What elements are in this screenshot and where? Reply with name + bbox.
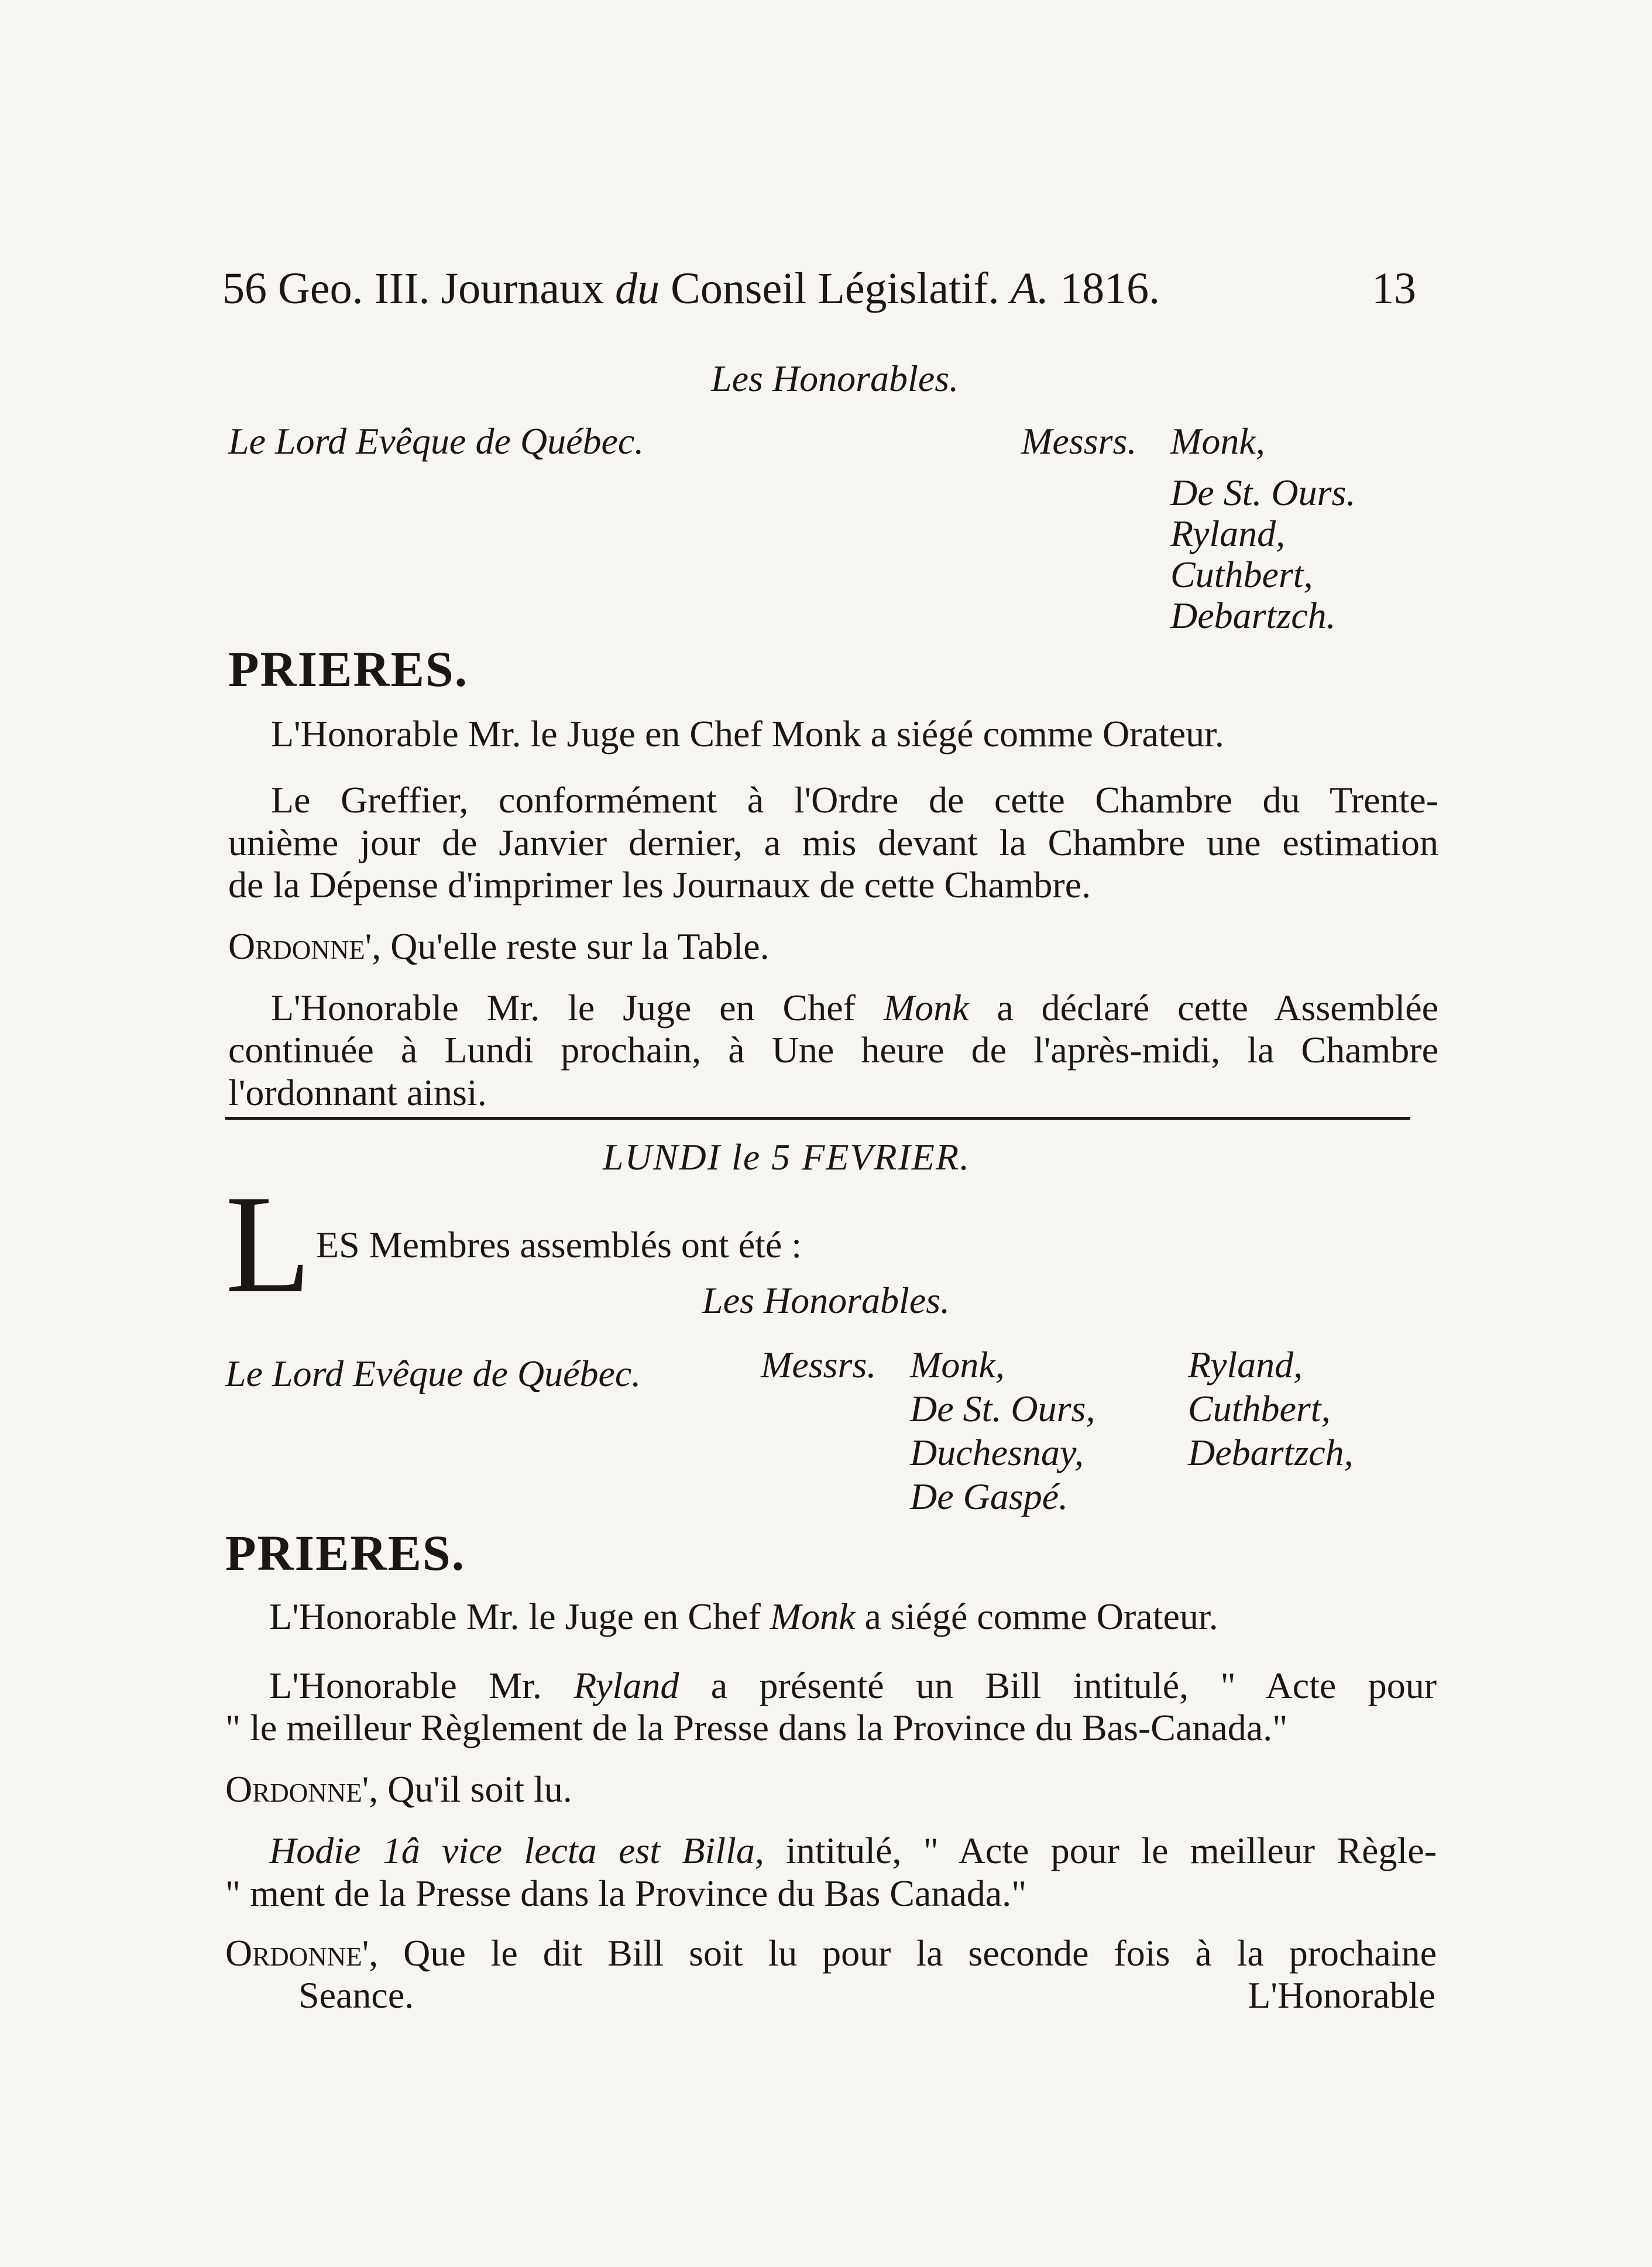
member-name-3: Ryland, (1170, 513, 1286, 554)
paragraph-greffier-line-2: unième jour de Janvier dernier, a mis devant la Chambre une estimation (228, 822, 1438, 863)
messrs-label-2: Messrs. (761, 1344, 877, 1385)
member-name-1: Monk, (1170, 420, 1265, 462)
members-intro: ES Membres assemblés ont été : (316, 1224, 802, 1265)
hodie-text: intitulé, " Acte pour le meilleur Règle- (786, 1830, 1437, 1871)
paragraph-orateur-1: L'Honorable Mr. le Juge en Chef Monk a siégé comme Orateur. (271, 713, 1224, 754)
bill-text-a: L'Honorable Mr. (269, 1665, 542, 1706)
ordonne-line-3 (225, 1932, 1437, 1974)
header-reign: Geo. III. (278, 264, 430, 313)
member-col1-4: De Gaspé. (910, 1476, 1069, 1517)
paragraph-greffier-line-1: Le Greffier, conformément à l'Ordre de cette Chambre du Trente- (271, 779, 1438, 821)
catchword: L'Honorable (1248, 1974, 1435, 2016)
header-title-a: Journaux (441, 264, 605, 313)
bishop-line-1: Le Lord Evêque de Québec. (228, 420, 644, 462)
member-name-4: Cuthbert, (1170, 554, 1313, 595)
prieres-heading-2: PRIERES. (225, 1525, 466, 1581)
messrs-label-1: Messrs. (1021, 420, 1137, 462)
session-date: LUNDI le 5 FEVRIER. (603, 1136, 971, 1178)
paragraph-continuee-line-2: continuée à Lundi prochain, à Une heure de l'après-midi, la Chambre (228, 1029, 1438, 1071)
member-col2-2: Cuthbert, (1188, 1388, 1331, 1429)
bill-name: Ryland (573, 1665, 679, 1706)
paragraph-hodie-line-2: " ment de la Presse dans la Province du Bas Canada." (225, 1872, 1027, 1914)
ordonne-label-2: Ordonne', (225, 1768, 379, 1810)
paragraph-continuee-line-3: l'ordonnant ainsi. (228, 1072, 487, 1113)
member-col2-1: Ryland, (1188, 1344, 1303, 1385)
prieres-heading-1: PRIERES. (228, 641, 469, 697)
paragraph-bill-line-2: " le meilleur Règlement de la Presse dans la Province du Bas-Canada." (225, 1707, 1288, 1748)
seance-line: Seance. (298, 1974, 414, 2016)
member-col1-2: De St. Ours, (910, 1388, 1095, 1429)
member-col1-1: Monk, (910, 1344, 1005, 1385)
page-number: 13 (1372, 264, 1416, 313)
member-name-2: De St. Ours. (1170, 472, 1356, 513)
drop-cap: L (225, 1166, 311, 1322)
header-anno: A. (1010, 264, 1049, 313)
continuee-name: Monk (883, 987, 969, 1028)
bishop-line-2: Le Lord Evêque de Québec. (225, 1353, 641, 1394)
ordonne-label-1: Ordonne', (228, 925, 382, 967)
paragraph-continuee-line-1 (271, 989, 1438, 1027)
paragraph-hodie-line-1 (269, 1832, 1437, 1870)
orateur2-text-b: a siégé comme Orateur. (864, 1596, 1218, 1637)
ordonne-line-2 (225, 1768, 572, 1810)
header-title-du: du (615, 264, 660, 313)
continuee-text-b: a déclaré cette Assemblée (997, 987, 1439, 1028)
ordonne-text-1: Qu'elle reste sur la Table. (390, 925, 770, 967)
member-col2-3: Debartzch, (1188, 1432, 1354, 1473)
header-left (222, 266, 1160, 311)
header-year: 1816. (1060, 264, 1160, 313)
orateur2-name: Monk (770, 1596, 856, 1637)
ordonne-label-3: Ordonne', (225, 1932, 379, 1974)
ordonne-text-2: Qu'il soit lu. (387, 1768, 572, 1810)
header-year-number: 56 (222, 264, 267, 313)
orateur2-text-a: L'Honorable Mr. le Juge en Chef (269, 1596, 761, 1637)
paragraph-greffier-line-3: de la Dépense d'imprimer les Journaux de cette Chambre. (228, 864, 1091, 906)
running-header (222, 266, 1416, 311)
continuee-text-a: L'Honorable Mr. le Juge en Chef (271, 987, 856, 1028)
bill-text-b: a présenté un Bill intitulé, " Acte pour (710, 1665, 1437, 1706)
member-name-5: Debartzch. (1170, 595, 1336, 636)
member-col1-3: Duchesnay, (910, 1432, 1084, 1473)
hodie-latin: Hodie 1â vice lecta est Billa, (269, 1830, 764, 1871)
honorables-heading-2: Les Honorables. (702, 1280, 950, 1321)
header-title-b: Conseil Législatif. (671, 264, 1000, 313)
paragraph-bill-line-1 (269, 1667, 1437, 1704)
ordonne-line-1 (228, 925, 770, 967)
honorables-heading-1: Les Honorables. (711, 358, 959, 399)
paragraph-orateur-2 (269, 1598, 1218, 1635)
section-divider (225, 1117, 1410, 1120)
ordonne-text-3: Que le dit Bill soit lu pour la seconde fois à la prochaine (403, 1932, 1437, 1974)
